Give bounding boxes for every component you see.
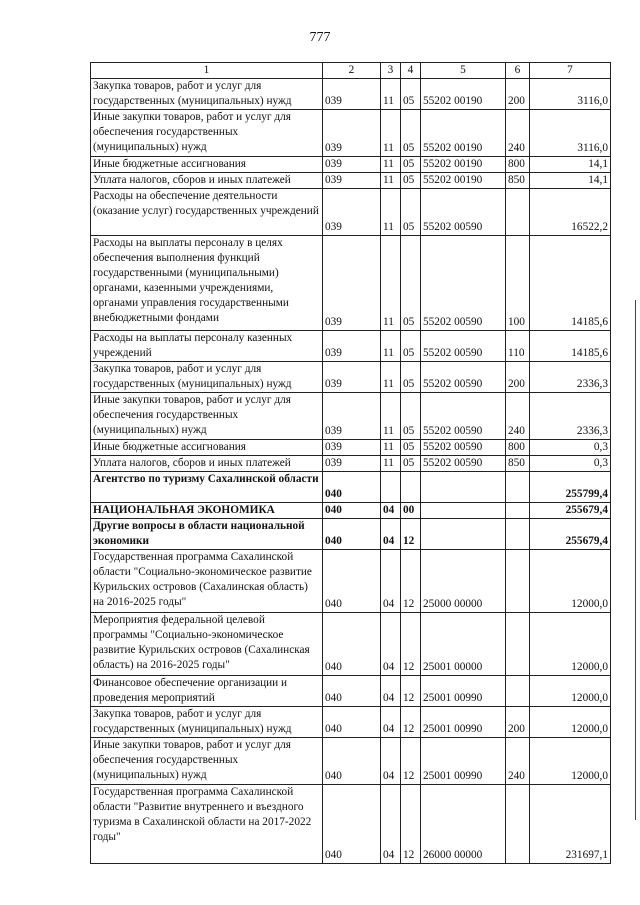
section-cell: 04 xyxy=(381,503,401,519)
target-article-cell: 55202 00590 xyxy=(421,189,506,236)
row-name-cell: Закупка товаров, работ и услуг для государственных (муниципальных) нужд xyxy=(91,707,323,738)
section-cell: 04 xyxy=(381,613,401,676)
section-cell: 11 xyxy=(381,189,401,236)
amount-cell: 3116,0 xyxy=(530,110,611,157)
section-cell: 11 xyxy=(381,79,401,110)
code-cell: 040 xyxy=(323,676,381,707)
table-row xyxy=(91,440,611,456)
row-name-cell: Государственная программа Сахалинской области "Развитие внутреннего и въездного туризма в Сахалинской области на 2017-2022 годы" xyxy=(91,785,323,864)
code-cell: 040 xyxy=(323,707,381,738)
table-row xyxy=(91,613,611,676)
table-row xyxy=(91,676,611,707)
target-article-cell: 55202 00190 xyxy=(421,173,506,189)
target-article-cell: 55202 00590 xyxy=(421,456,506,472)
amount-cell: 2336,3 xyxy=(530,393,611,440)
section-cell xyxy=(381,472,401,503)
column-header: 3 xyxy=(381,63,401,79)
subsection-cell: 05 xyxy=(401,110,421,157)
amount-cell: 14,1 xyxy=(530,173,611,189)
expense-type-cell xyxy=(506,503,530,519)
row-name-cell: Расходы на выплаты персоналу в целях обеспечения выполнения функций государственными (муниципальными) органами, казенными учреждениями, органами управления государственными внебюджетными фондами xyxy=(91,236,323,331)
subsection-cell: 12 xyxy=(401,785,421,864)
subsection-cell: 12 xyxy=(401,707,421,738)
amount-cell: 12000,0 xyxy=(530,707,611,738)
expense-type-cell xyxy=(506,676,530,707)
table-row xyxy=(91,738,611,785)
section-cell: 04 xyxy=(381,676,401,707)
expense-type-cell: 200 xyxy=(506,362,530,393)
section-cell: 04 xyxy=(381,707,401,738)
section-cell: 11 xyxy=(381,331,401,362)
code-cell: 039 xyxy=(323,362,381,393)
code-cell: 039 xyxy=(323,79,381,110)
row-name-cell: Финансовое обеспечение организации и проведения мероприятий xyxy=(91,676,323,707)
target-article-cell: 25001 00990 xyxy=(421,707,506,738)
table-row xyxy=(91,110,611,157)
table-row xyxy=(91,785,611,864)
expense-type-cell xyxy=(506,785,530,864)
subsection-cell: 05 xyxy=(401,440,421,456)
section-cell: 04 xyxy=(381,519,401,550)
expense-type-cell: 800 xyxy=(506,157,530,173)
expense-type-cell: 200 xyxy=(506,707,530,738)
amount-cell: 255679,4 xyxy=(530,519,611,550)
code-cell: 039 xyxy=(323,189,381,236)
expense-type-cell: 800 xyxy=(506,440,530,456)
table-row xyxy=(91,79,611,110)
table-row xyxy=(91,157,611,173)
amount-cell: 12000,0 xyxy=(530,550,611,613)
subsection-cell: 05 xyxy=(401,362,421,393)
expense-type-cell: 240 xyxy=(506,110,530,157)
code-cell: 040 xyxy=(323,472,381,503)
expense-type-cell xyxy=(506,472,530,503)
column-header: 4 xyxy=(401,63,421,79)
target-article-cell xyxy=(421,519,506,550)
scan-edge-line xyxy=(635,300,636,820)
row-name-cell: Закупка товаров, работ и услуг для государственных (муниципальных) нужд xyxy=(91,79,323,110)
row-name-cell: Расходы на выплаты персоналу казенных учреждений xyxy=(91,331,323,362)
expense-type-cell: 110 xyxy=(506,331,530,362)
subsection-cell: 12 xyxy=(401,738,421,785)
row-name-cell: Уплата налогов, сборов и иных платежей xyxy=(91,456,323,472)
section-cell: 04 xyxy=(381,738,401,785)
amount-cell: 2336,3 xyxy=(530,362,611,393)
code-cell: 040 xyxy=(323,519,381,550)
amount-cell: 0,3 xyxy=(530,456,611,472)
column-number-row xyxy=(91,63,611,79)
table-row xyxy=(91,550,611,613)
code-cell: 039 xyxy=(323,157,381,173)
section-cell: 11 xyxy=(381,393,401,440)
amount-cell: 14185,6 xyxy=(530,236,611,331)
amount-cell: 255799,4 xyxy=(530,472,611,503)
row-name-cell: Иные бюджетные ассигнования xyxy=(91,157,323,173)
subsection-cell xyxy=(401,472,421,503)
amount-cell: 231697,1 xyxy=(530,785,611,864)
target-article-cell: 55202 00590 xyxy=(421,393,506,440)
table-row xyxy=(91,236,611,331)
code-cell: 039 xyxy=(323,173,381,189)
row-name-cell: Уплата налогов, сборов и иных платежей xyxy=(91,173,323,189)
row-name-cell: Иные закупки товаров, работ и услуг для обеспечения государственных (муниципальных) нужд xyxy=(91,110,323,157)
section-cell: 11 xyxy=(381,110,401,157)
code-cell: 039 xyxy=(323,440,381,456)
table-row xyxy=(91,519,611,550)
code-cell: 040 xyxy=(323,785,381,864)
code-cell: 039 xyxy=(323,331,381,362)
subsection-cell: 12 xyxy=(401,550,421,613)
row-name-cell: Расходы на обеспечение деятельности (оказание услуг) государственных учреждений xyxy=(91,189,323,236)
expense-type-cell: 850 xyxy=(506,456,530,472)
section-cell: 04 xyxy=(381,785,401,864)
amount-cell: 12000,0 xyxy=(530,613,611,676)
subsection-cell: 05 xyxy=(401,393,421,440)
table-row xyxy=(91,362,611,393)
amount-cell: 12000,0 xyxy=(530,676,611,707)
code-cell: 040 xyxy=(323,550,381,613)
target-article-cell xyxy=(421,472,506,503)
section-cell: 11 xyxy=(381,440,401,456)
amount-cell: 14185,6 xyxy=(530,331,611,362)
row-name-cell: Агентство по туризму Сахалинской области xyxy=(91,472,323,503)
expense-type-cell xyxy=(506,550,530,613)
table-row xyxy=(91,173,611,189)
table-row xyxy=(91,456,611,472)
target-article-cell: 25000 00000 xyxy=(421,550,506,613)
expense-type-cell xyxy=(506,519,530,550)
subsection-cell: 05 xyxy=(401,456,421,472)
code-cell: 039 xyxy=(323,393,381,440)
section-cell: 11 xyxy=(381,173,401,189)
column-header: 5 xyxy=(421,63,506,79)
code-cell: 039 xyxy=(323,456,381,472)
page-number: 777 xyxy=(309,30,331,45)
subsection-cell: 12 xyxy=(401,613,421,676)
expense-type-cell: 100 xyxy=(506,236,530,331)
subsection-cell: 12 xyxy=(401,519,421,550)
amount-cell: 3116,0 xyxy=(530,79,611,110)
row-name-cell: Мероприятия федеральной целевой программы "Социально-экономическое развитие Курильских островов (Сахалинская область) на 2016-2025 годы" xyxy=(91,613,323,676)
section-cell: 11 xyxy=(381,362,401,393)
subsection-cell: 05 xyxy=(401,331,421,362)
table-row xyxy=(91,707,611,738)
table-row xyxy=(91,393,611,440)
subsection-cell: 05 xyxy=(401,189,421,236)
column-header: 7 xyxy=(530,63,611,79)
expense-type-cell: 850 xyxy=(506,173,530,189)
target-article-cell: 26000 00000 xyxy=(421,785,506,864)
amount-cell: 0,3 xyxy=(530,440,611,456)
budget-table xyxy=(90,62,611,864)
table-row xyxy=(91,331,611,362)
target-article-cell: 55202 00190 xyxy=(421,157,506,173)
subsection-cell: 05 xyxy=(401,236,421,331)
target-article-cell: 55202 00590 xyxy=(421,236,506,331)
table-row xyxy=(91,472,611,503)
amount-cell: 16522,2 xyxy=(530,189,611,236)
subsection-cell: 05 xyxy=(401,79,421,110)
expense-type-cell: 200 xyxy=(506,79,530,110)
subsection-cell: 12 xyxy=(401,676,421,707)
target-article-cell: 55202 00190 xyxy=(421,79,506,110)
code-cell: 040 xyxy=(323,613,381,676)
subsection-cell: 05 xyxy=(401,157,421,173)
table-row xyxy=(91,503,611,519)
target-article-cell: 55202 00590 xyxy=(421,331,506,362)
code-cell: 040 xyxy=(323,738,381,785)
row-name-cell: Иные бюджетные ассигнования xyxy=(91,440,323,456)
row-name-cell: НАЦИОНАЛЬНАЯ ЭКОНОМИКА xyxy=(91,503,323,519)
amount-cell: 12000,0 xyxy=(530,738,611,785)
row-name-cell: Иные закупки товаров, работ и услуг для обеспечения государственных (муниципальных) нужд xyxy=(91,738,323,785)
subsection-cell: 00 xyxy=(401,503,421,519)
row-name-cell: Государственная программа Сахалинской области "Социально-экономическое развитие Курильских островов (Сахалинская область) на 2016-2025 годы" xyxy=(91,550,323,613)
target-article-cell: 25001 00990 xyxy=(421,676,506,707)
row-name-cell: Закупка товаров, работ и услуг для государственных (муниципальных) нужд xyxy=(91,362,323,393)
target-article-cell: 55202 00590 xyxy=(421,440,506,456)
expense-type-cell: 240 xyxy=(506,393,530,440)
target-article-cell: 25001 00990 xyxy=(421,738,506,785)
target-article-cell: 25001 00000 xyxy=(421,613,506,676)
column-header: 1 xyxy=(91,63,323,79)
target-article-cell xyxy=(421,503,506,519)
row-name-cell: Другие вопросы в области национальной экономики xyxy=(91,519,323,550)
target-article-cell: 55202 00190 xyxy=(421,110,506,157)
amount-cell: 255679,4 xyxy=(530,503,611,519)
section-cell: 11 xyxy=(381,456,401,472)
subsection-cell: 05 xyxy=(401,173,421,189)
row-name-cell: Иные закупки товаров, работ и услуг для обеспечения государственных (муниципальных) нужд xyxy=(91,393,323,440)
column-header: 2 xyxy=(323,63,381,79)
column-header: 6 xyxy=(506,63,530,79)
section-cell: 11 xyxy=(381,236,401,331)
code-cell: 039 xyxy=(323,236,381,331)
code-cell: 039 xyxy=(323,110,381,157)
section-cell: 11 xyxy=(381,157,401,173)
expense-type-cell xyxy=(506,189,530,236)
amount-cell: 14,1 xyxy=(530,157,611,173)
section-cell: 04 xyxy=(381,550,401,613)
table-row xyxy=(91,189,611,236)
code-cell: 040 xyxy=(323,503,381,519)
target-article-cell: 55202 00590 xyxy=(421,362,506,393)
expense-type-cell xyxy=(506,613,530,676)
expense-type-cell: 240 xyxy=(506,738,530,785)
